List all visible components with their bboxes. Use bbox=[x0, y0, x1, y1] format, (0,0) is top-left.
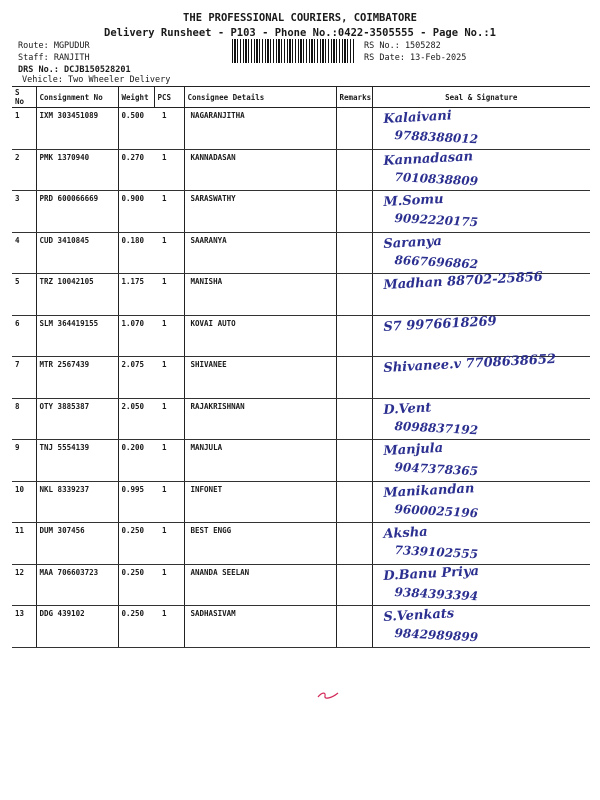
cell-signature bbox=[372, 606, 590, 648]
table-row bbox=[12, 191, 590, 233]
vehicle-label: Vehicle: Two Wheeler Delivery bbox=[22, 75, 171, 85]
cell-pcs: 1 bbox=[154, 398, 184, 440]
cell-consignment: MTR 2567439 bbox=[36, 357, 118, 399]
cell-pcs: 1 bbox=[154, 108, 184, 150]
handwritten-signature: S7 9976618269 bbox=[382, 313, 497, 335]
cell-signature bbox=[372, 149, 590, 191]
runsheet-subtitle: Delivery Runsheet - P103 - Phone No.:0422-3505555 - Page No.:1 bbox=[104, 27, 496, 39]
cell-consignment: TNJ 5554139 bbox=[36, 440, 118, 482]
handwritten-signature: Manjula bbox=[382, 440, 443, 459]
cell-pcs: 1 bbox=[154, 523, 184, 565]
table-row bbox=[12, 149, 590, 191]
cell-weight: 2.075 bbox=[118, 357, 154, 399]
col-seal: Seal & Signature bbox=[372, 87, 590, 108]
cell-weight: 0.250 bbox=[118, 564, 154, 606]
barcode bbox=[232, 39, 354, 63]
cell-weight: 0.900 bbox=[118, 191, 154, 233]
table-header bbox=[12, 87, 590, 108]
cell-signature bbox=[372, 315, 590, 357]
cell-remarks bbox=[336, 357, 372, 399]
company-title: THE PROFESSIONAL COURIERS, COIMBATORE bbox=[183, 12, 417, 24]
cell-remarks bbox=[336, 108, 372, 150]
cell-weight: 0.250 bbox=[118, 606, 154, 648]
cell-signature bbox=[372, 398, 590, 440]
cell-remarks bbox=[336, 481, 372, 523]
cell-pcs: 1 bbox=[154, 274, 184, 316]
col-weight: Weight bbox=[118, 87, 154, 108]
cell-sno: 13 bbox=[12, 606, 36, 648]
cell-remarks bbox=[336, 398, 372, 440]
cell-consignment: PMK 1370940 bbox=[36, 149, 118, 191]
red-pen-mark bbox=[316, 688, 340, 702]
handwritten-signature: Shivanee.v 7708638652 bbox=[382, 351, 556, 376]
cell-sno: 3 bbox=[12, 191, 36, 233]
cell-consignee: SHIVANEE bbox=[184, 357, 336, 399]
cell-remarks bbox=[336, 523, 372, 565]
cell-signature bbox=[372, 481, 590, 523]
cell-remarks bbox=[336, 606, 372, 648]
cell-consignment: PRD 600066669 bbox=[36, 191, 118, 233]
cell-sno: 11 bbox=[12, 523, 36, 565]
cell-consignee: RAJAKRISHNAN bbox=[184, 398, 336, 440]
cell-weight: 0.250 bbox=[118, 523, 154, 565]
cell-pcs: 1 bbox=[154, 564, 184, 606]
cell-consignment: TRZ 10042105 bbox=[36, 274, 118, 316]
handwritten-phone: 9047378365 bbox=[393, 460, 478, 479]
cell-consignment: MAA 706603723 bbox=[36, 564, 118, 606]
handwritten-phone: 9788388012 bbox=[393, 128, 478, 147]
handwritten-signature: D.Vent bbox=[382, 399, 432, 418]
staff-label: Staff: RANJITH bbox=[18, 53, 90, 63]
handwritten-phone: 8667696862 bbox=[393, 252, 478, 271]
cell-weight: 1.070 bbox=[118, 315, 154, 357]
table-row bbox=[12, 232, 590, 274]
table-row bbox=[12, 523, 590, 565]
cell-weight: 0.180 bbox=[118, 232, 154, 274]
cell-pcs: 1 bbox=[154, 149, 184, 191]
cell-sno: 4 bbox=[12, 232, 36, 274]
cell-sno: 6 bbox=[12, 315, 36, 357]
cell-pcs: 1 bbox=[154, 232, 184, 274]
rs-number: RS No.: 1505282 bbox=[364, 41, 441, 51]
col-remarks: Remarks bbox=[336, 87, 372, 108]
cell-consignment: SLM 364419155 bbox=[36, 315, 118, 357]
cell-remarks bbox=[336, 232, 372, 274]
table-row bbox=[12, 315, 590, 357]
cell-signature bbox=[372, 564, 590, 606]
cell-sno: 9 bbox=[12, 440, 36, 482]
col-consignment: Consignment No bbox=[36, 87, 118, 108]
cell-signature bbox=[372, 232, 590, 274]
handwritten-phone: 9600025196 bbox=[393, 501, 478, 520]
cell-consignee: NAGARANJITHA bbox=[184, 108, 336, 150]
cell-pcs: 1 bbox=[154, 606, 184, 648]
handwritten-signature: S.Venkats bbox=[382, 606, 455, 625]
col-pcs: PCS bbox=[154, 87, 184, 108]
runsheet-table bbox=[12, 86, 590, 648]
cell-sno: 7 bbox=[12, 357, 36, 399]
cell-pcs: 1 bbox=[154, 315, 184, 357]
cell-remarks bbox=[336, 315, 372, 357]
cell-consignee: MANJULA bbox=[184, 440, 336, 482]
cell-remarks bbox=[336, 191, 372, 233]
table-row bbox=[12, 108, 590, 150]
table-row bbox=[12, 357, 590, 399]
handwritten-signature: Kannadasan bbox=[382, 148, 473, 169]
cell-consignment: IXM 303451089 bbox=[36, 108, 118, 150]
cell-sno: 8 bbox=[12, 398, 36, 440]
cell-consignee: KOVAI AUTO bbox=[184, 315, 336, 357]
handwritten-signature: Aksha bbox=[382, 524, 428, 542]
cell-weight: 0.995 bbox=[118, 481, 154, 523]
table-row bbox=[12, 481, 590, 523]
cell-weight: 0.200 bbox=[118, 440, 154, 482]
table-row bbox=[12, 440, 590, 482]
cell-remarks bbox=[336, 440, 372, 482]
cell-remarks bbox=[336, 274, 372, 316]
col-consignee: Consignee Details bbox=[184, 87, 336, 108]
handwritten-signature: D.Banu Priya bbox=[382, 563, 479, 584]
cell-consignee: MANISHA bbox=[184, 274, 336, 316]
cell-pcs: 1 bbox=[154, 440, 184, 482]
handwritten-signature: Saranya bbox=[382, 233, 442, 252]
cell-pcs: 1 bbox=[154, 357, 184, 399]
handwritten-phone: 9842989899 bbox=[393, 626, 478, 645]
table-row bbox=[12, 274, 590, 316]
cell-sno: 12 bbox=[12, 564, 36, 606]
cell-signature bbox=[372, 523, 590, 565]
handwritten-phone: 8098837192 bbox=[393, 418, 478, 437]
table-row bbox=[12, 606, 590, 648]
handwritten-signature: Kalaivani bbox=[382, 108, 452, 127]
cell-consignment: CUD 3410845 bbox=[36, 232, 118, 274]
rs-date: RS Date: 13-Feb-2025 bbox=[364, 53, 467, 63]
handwritten-phone: 7339102555 bbox=[393, 543, 478, 562]
cell-sno: 1 bbox=[12, 108, 36, 150]
cell-sno: 2 bbox=[12, 149, 36, 191]
handwritten-signature: Madhan 88702-25856 bbox=[382, 269, 543, 293]
route-label: Route: MGPUDUR bbox=[18, 41, 90, 51]
cell-consignee: ANANDA SEELAN bbox=[184, 564, 336, 606]
cell-consignment: NKL 8339237 bbox=[36, 481, 118, 523]
cell-sno: 10 bbox=[12, 481, 36, 523]
handwritten-signature: M.Somu bbox=[382, 191, 444, 210]
cell-consignee: SARASWATHY bbox=[184, 191, 336, 233]
cell-pcs: 1 bbox=[154, 191, 184, 233]
cell-consignee: KANNADASAN bbox=[184, 149, 336, 191]
cell-weight: 0.500 bbox=[118, 108, 154, 150]
table-row bbox=[12, 564, 590, 606]
cell-signature bbox=[372, 440, 590, 482]
col-sno: S No bbox=[12, 87, 36, 108]
cell-signature bbox=[372, 108, 590, 150]
cell-consignee: SAARANYA bbox=[184, 232, 336, 274]
handwritten-signature: Manikandan bbox=[382, 480, 475, 501]
cell-signature bbox=[372, 351, 590, 399]
handwritten-phone: 9092220175 bbox=[393, 211, 478, 230]
cell-remarks bbox=[336, 149, 372, 191]
cell-consignee: BEST ENGG bbox=[184, 523, 336, 565]
cell-signature bbox=[372, 269, 590, 316]
cell-weight: 2.050 bbox=[118, 398, 154, 440]
handwritten-phone: 9384393394 bbox=[393, 584, 478, 603]
cell-pcs: 1 bbox=[154, 481, 184, 523]
cell-consignee: SADHASIVAM bbox=[184, 606, 336, 648]
cell-weight: 0.270 bbox=[118, 149, 154, 191]
cell-signature bbox=[372, 191, 590, 233]
cell-consignee: INFONET bbox=[184, 481, 336, 523]
cell-consignment: OTY 3885387 bbox=[36, 398, 118, 440]
cell-remarks bbox=[336, 564, 372, 606]
cell-weight: 1.175 bbox=[118, 274, 154, 316]
handwritten-phone: 7010838809 bbox=[393, 169, 478, 188]
cell-consignment: DUM 307456 bbox=[36, 523, 118, 565]
cell-consignment: DDG 439102 bbox=[36, 606, 118, 648]
drs-label: DRS No.: DCJB150528201 bbox=[18, 65, 131, 75]
cell-sno: 5 bbox=[12, 274, 36, 316]
table-row bbox=[12, 398, 590, 440]
